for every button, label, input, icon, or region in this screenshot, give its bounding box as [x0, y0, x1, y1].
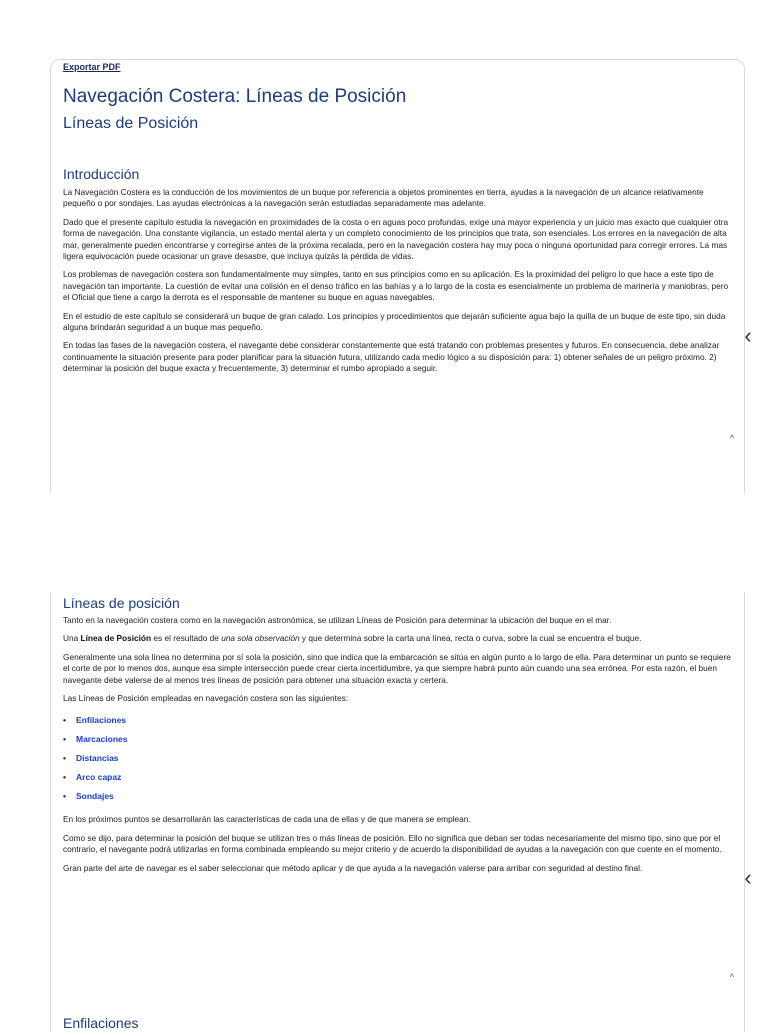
- strong-term: Línea de Posición: [80, 633, 152, 644]
- content-card-intro: [50, 59, 752, 493]
- link-arco-capaz[interactable]: • Arco capaz: [63, 768, 735, 787]
- chevron-up-icon[interactable]: ^: [729, 972, 734, 982]
- section-title-introduccion: Introducción: [63, 166, 140, 182]
- link-sondajes[interactable]: • Sondajes: [63, 787, 735, 806]
- paragraph-definition: [63, 633, 735, 644]
- paragraph: Generalmente una sola línea no determina por sí sola la posición, sino que indica que la embarcación se sitúa en algún punto a lo largo de ella. Para determinar un punto se requiere el corte de por lo menos dos, aunque esa simple intersección puede crear cierta incertidumbre, ya que siempre habrá punto aún cuando una sea errónea. Por esta razón, el buen navegante debe valerse de al menos tres líneas de posición para obtener una situación exacta y certera.: [63, 651, 731, 685]
- text-fragment: y que determina sobre la carta una línea, recta o curva, sobre la cual se encuentra el buque.: [299, 633, 642, 644]
- chevron-left-icon[interactable]: ‹: [744, 865, 752, 890]
- page-subtitle: Líneas de Posición: [63, 115, 199, 132]
- paragraph: Tanto en la navegación costera como en la navegación astronómica, se utilizan Líneas de Posición para determinar la ubicación del buque en el mar.: [63, 615, 612, 625]
- section-title-lineas-de-posicion: Líneas de posición: [63, 595, 180, 611]
- paragraph: Los problemas de navegación costera son fundamentalmente muy simples, tanto en sus principios como en su aplicación. Es la proximidad del peligro lo que hace a este tipo de navegación tan importante. La cuestión de evitar una colisión en el denso tráfico en las bahías y a lo largo de la costa es esencialmente un problema de marinería y maniobras, pero el Oficial que tiene a cargo la derrota es el responsable de mantener su buque en aguas navegables.: [63, 269, 729, 303]
- paragraph: Las Líneas de Posición empleadas en navegación costera son las siguientes:: [63, 693, 349, 704]
- text-fragment: Una: [63, 633, 81, 644]
- paragraph: Gran parte del arte de navegar es el saber seleccionar que método aplicar y de que ayuda a la navegación valerse para arribar con seguridad al destino final.: [63, 862, 643, 873]
- paragraph: La Navegación Costera es la conducción de los movimientos de un buque por referencia a objetos prominentes en tierra, ayudas a la navegación de un alcance relativamente pequeño o por sondajes. Las ayudas electrónicas a la navegación serán estudiadas separadamente mas adelante.: [63, 187, 704, 209]
- paragraph: Dado que el presente capítulo estudia la navegación en proximidades de la costa o en aguas poco profundas, exige una mayor experiencia y un juicio mas exacto que cualquier otra forma de navegación. Una constante vigilancia, un estado mental alerta y un completo conocimiento de los principios que trata, son esenciales. Los errores en la navegación de alta mar, generalmente pueden encontrarse y corregirse antes de la próxima recalada, pero en la navegación costera hay muy poca o ninguna oportunidad para corregir errores. La mas ligera equivocación puede ocasionar un grave desastre, que incluya quizás la pérdida de vidas.: [63, 216, 729, 262]
- content-card-lineas: [50, 592, 752, 1032]
- link-distancias[interactable]: • Distancias: [63, 749, 735, 768]
- paragraph: En todas las fases de la navegación costera, el navegante debe considerar constantemente que está tratando con problemas presentes y futuros. En consecuencia, debe analizar continuamente la situación presente para poder planificar para la situación futura, utilizando cada medio lógico a su disposición para: 1) obtener señales de un peligro próximo. 2) determinar la posición del buque exacta y frecuentemente, 3) determinar el rumbo apropiado a seguir.: [63, 340, 720, 374]
- page-title: Navegación Costera: Líneas de Posición: [63, 86, 407, 107]
- paragraph: En los próximos puntos se desarrollarán las características de cada una de ellas y de que manera se emplean.: [63, 814, 471, 825]
- link-marcaciones[interactable]: • Marcaciones: [63, 730, 735, 749]
- link-enfilaciones[interactable]: • Enfilaciones: [63, 711, 735, 730]
- paragraph: Como se dijo, para determinar la posición del buque se utilizan tres o más líneas de posición. Ello no significa que deban ser todas necesariamente del mismo tipo, sino que por el contrario, el navegante podrá utilizarlas en forma combinada empleando su mejor criterio y de acuerdo la disponibilidad de ayudas a la navegación con que cuente en el momento.: [63, 832, 722, 855]
- lineas-section: [63, 595, 735, 881]
- emphasis-term: una sola observación: [221, 633, 300, 644]
- paragraph: En el estudio de este capítulo se considerará un buque de gran calado. Los principios y procedimientos que dejarán suficiente agua bajo la quilla de un buque de este tipo, sin duda alguna brindarán seguridad a un buque mas pequeño.: [63, 310, 726, 333]
- text-fragment: es el resultado de: [151, 633, 222, 644]
- section-title-enfilaciones: Enfilaciones: [63, 1015, 139, 1031]
- intro-section: [63, 166, 735, 382]
- chevron-left-icon[interactable]: ‹: [744, 323, 752, 348]
- line-types-list: [63, 711, 735, 806]
- chevron-up-icon[interactable]: ^: [729, 433, 734, 443]
- export-pdf-link[interactable]: Exportar PDF: [63, 62, 121, 72]
